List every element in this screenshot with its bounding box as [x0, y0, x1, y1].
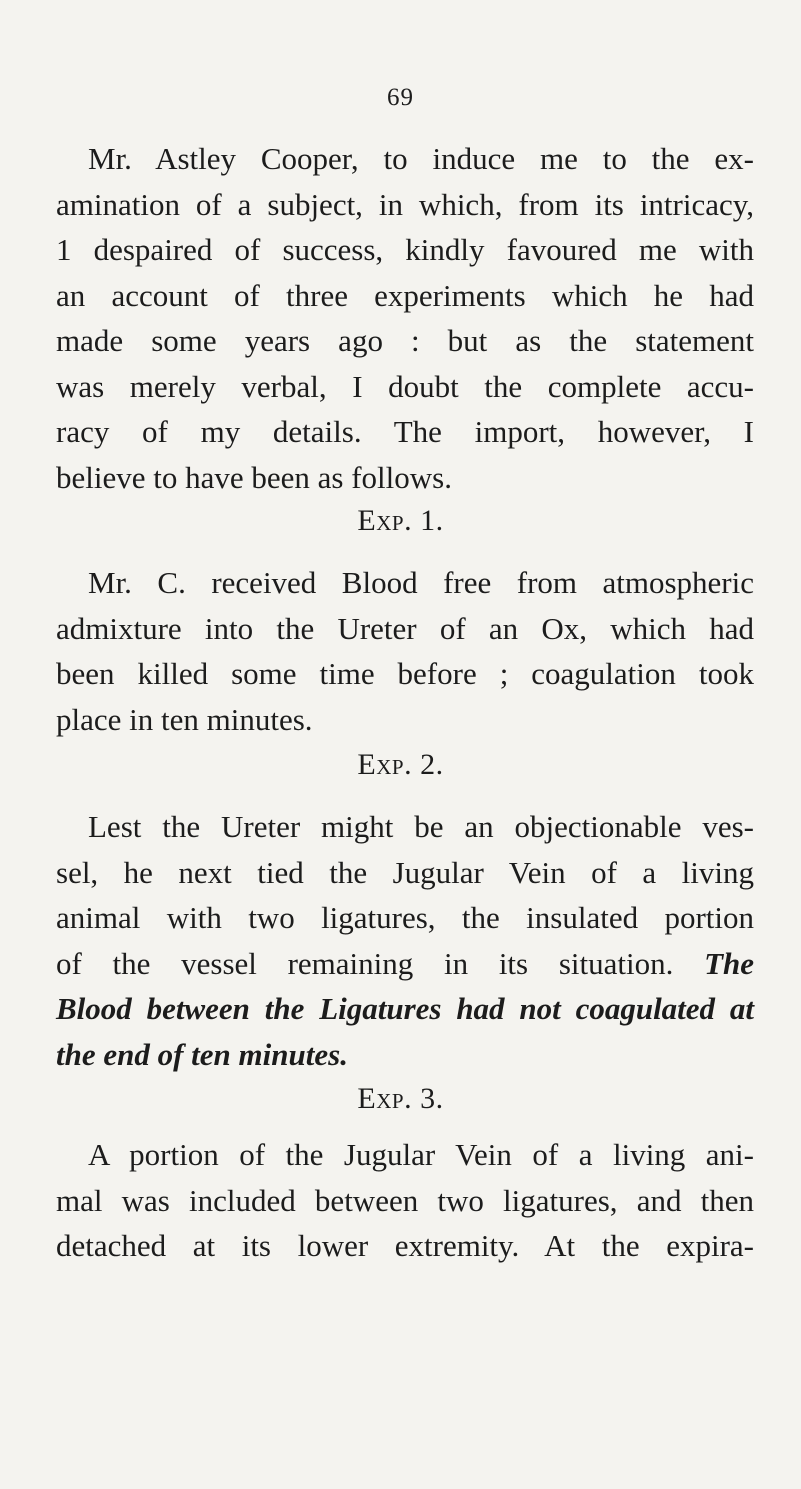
exp2-line-italic-start: The [704, 945, 755, 981]
exp1-line: place in ten minutes. [56, 701, 313, 737]
intro-paragraph [56, 136, 754, 500]
intro-line: an account of three experiments which he had [56, 277, 754, 313]
exp1-line: been killed some time before ; coagulation took [56, 656, 754, 691]
exp2-line-mixed [56, 941, 754, 987]
exp1-line: admixture into the Ureter of an Ox, which had [56, 610, 754, 646]
exp2-line: sel, he next tied the Jugular Vein of a living [56, 854, 754, 890]
page-number: 69 [387, 84, 414, 111]
exp2-heading: Exp. 2. [357, 748, 444, 781]
exp1-paragraph [56, 560, 754, 742]
exp2-italic-line: Blood between the Ligatures had not coagulated at [56, 991, 754, 1026]
exp2-italic-line: the end of ten minutes. [56, 1036, 348, 1072]
exp2-line: Lest the Ureter might be an objectionable ves- [88, 809, 754, 844]
exp3-line: A portion of the Jugular Vein of a living ani- [88, 1137, 754, 1172]
exp3-paragraph [56, 1132, 754, 1269]
exp2-line-plain: of the vessel remaining in its situation. [56, 945, 674, 981]
intro-line: made some years ago : but as the statement [56, 323, 754, 358]
exp1-line: Mr. C. received Blood free from atmospheric [88, 565, 754, 600]
exp2-line: animal with two ligatures, the insulated portion [56, 900, 754, 935]
intro-line: racy of my details. The import, however, I [56, 414, 754, 449]
intro-line: believe to have been as follows. [56, 459, 452, 495]
intro-line: was merely verbal, I doubt the complete accu- [56, 368, 754, 404]
exp3-heading: Exp. 3. [357, 1082, 444, 1115]
exp3-line: mal was included between two ligatures, and then [56, 1182, 754, 1218]
intro-line: 1 despaired of success, kindly favoured me with [56, 232, 754, 267]
exp3-line: detached at its lower extremity. At the expira- [56, 1228, 754, 1263]
intro-line: Mr. Astley Cooper, to induce me to the ex- [88, 141, 754, 176]
exp2-paragraph [56, 804, 754, 1077]
exp1-heading: Exp. 1. [357, 504, 444, 537]
intro-line: amination of a subject, in which, from its intricacy, [56, 186, 754, 222]
